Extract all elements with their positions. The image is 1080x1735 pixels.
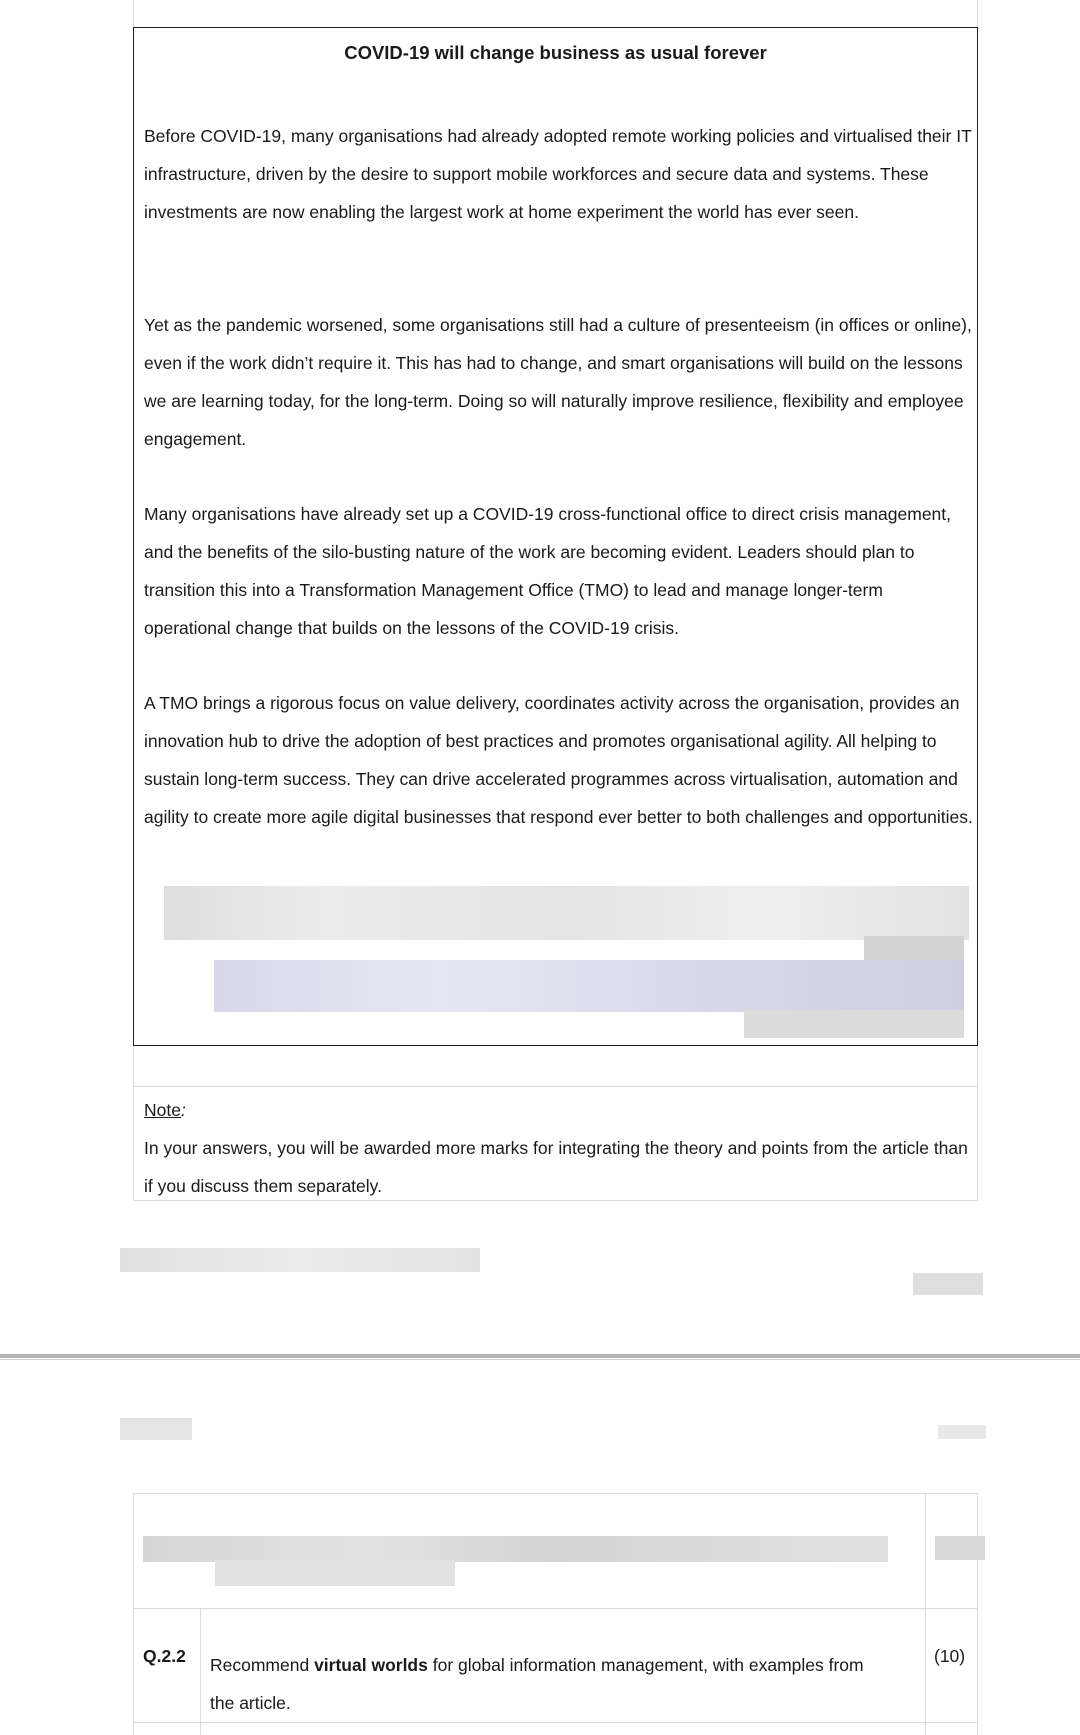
table-border-right-mid bbox=[977, 1046, 978, 1086]
redacted-footer-left bbox=[120, 1248, 480, 1272]
page-break bbox=[0, 1354, 1080, 1358]
redacted-header-left bbox=[120, 1418, 192, 1440]
question-table-col-divider-2 bbox=[925, 1493, 926, 1735]
redacted-previous-marks bbox=[935, 1536, 985, 1560]
table-border-left-mid bbox=[133, 1046, 134, 1086]
question-table-bottom-divider bbox=[133, 1722, 978, 1723]
redacted-citation-dark-block bbox=[864, 936, 964, 960]
article-paragraph-4: A TMO brings a rigorous focus on value delivery, coordinates activity across the organisation, provides an innovation hub to drive the adoption of best practices and promotes organisational agility. All helping to sustain long-term success. They can drive accelerated programmes across virtualisation, automation and agility to create more agile digital businesses that respond ever better to both challenges and opportunities. bbox=[144, 693, 973, 827]
table-border-left-top bbox=[133, 0, 134, 27]
question-table-row-divider bbox=[133, 1608, 978, 1609]
note-text: In your answers, you will be awarded more marks for integrating the theory and points from the article than if you discuss them separately. bbox=[144, 1138, 968, 1196]
article-paragraph-2: Yet as the pandemic worsened, some organisations still had a culture of presenteeism (in offices or online), even if the work didn’t require it. This has had to change, and smart organisations will build on the lessons we are learning today, for the long-term. Doing so will naturally improve resilience, flexibility and employee engagement. bbox=[144, 315, 972, 449]
redacted-citation-line-3 bbox=[744, 1010, 964, 1038]
question-marks: (10) bbox=[934, 1646, 966, 1666]
table-border-right-top bbox=[977, 0, 978, 27]
redacted-header-right bbox=[938, 1425, 986, 1439]
question-number: Q.2.2 bbox=[143, 1646, 186, 1666]
note-box bbox=[133, 1086, 978, 1201]
redacted-previous-question-line-2 bbox=[215, 1560, 455, 1586]
question-text-tail: for global information management, with examples from the article. bbox=[210, 1655, 864, 1713]
redacted-previous-question bbox=[143, 1536, 888, 1562]
question-table-col-divider-1 bbox=[200, 1608, 201, 1735]
note-label bbox=[144, 1091, 186, 1129]
question-text-bold: virtual worlds bbox=[314, 1655, 428, 1675]
note-label-suffix: : bbox=[180, 1100, 186, 1120]
question-text bbox=[210, 1646, 890, 1722]
note-label-text: Note bbox=[144, 1100, 181, 1120]
question-text-lead: Recommend bbox=[210, 1655, 315, 1675]
article-title: COVID-19 will change business as usual forever bbox=[344, 42, 767, 63]
article-box bbox=[133, 27, 978, 1046]
redacted-citation-line-2 bbox=[214, 960, 964, 1012]
redacted-citation-line-1 bbox=[164, 886, 969, 940]
redacted-footer-right bbox=[913, 1273, 983, 1295]
article-paragraph-1: Before COVID-19, many organisations had already adopted remote working policies and virtualised their IT infrastructure, driven by the desire to support mobile workforces and secure data and systems. These investments are now enabling the largest work at home experiment the world has ever seen. bbox=[144, 126, 972, 222]
article-paragraph-3: Many organisations have already set up a COVID-19 cross-functional office to direct crisis management, and the benefits of the silo-busting nature of the work are becoming evident. Leaders should plan to transition this into a Transformation Management Office (TMO) to lead and manage longer-term operational change that builds on the lessons of the COVID-19 crisis. bbox=[144, 504, 952, 638]
page-break-shadow bbox=[0, 1359, 1080, 1360]
